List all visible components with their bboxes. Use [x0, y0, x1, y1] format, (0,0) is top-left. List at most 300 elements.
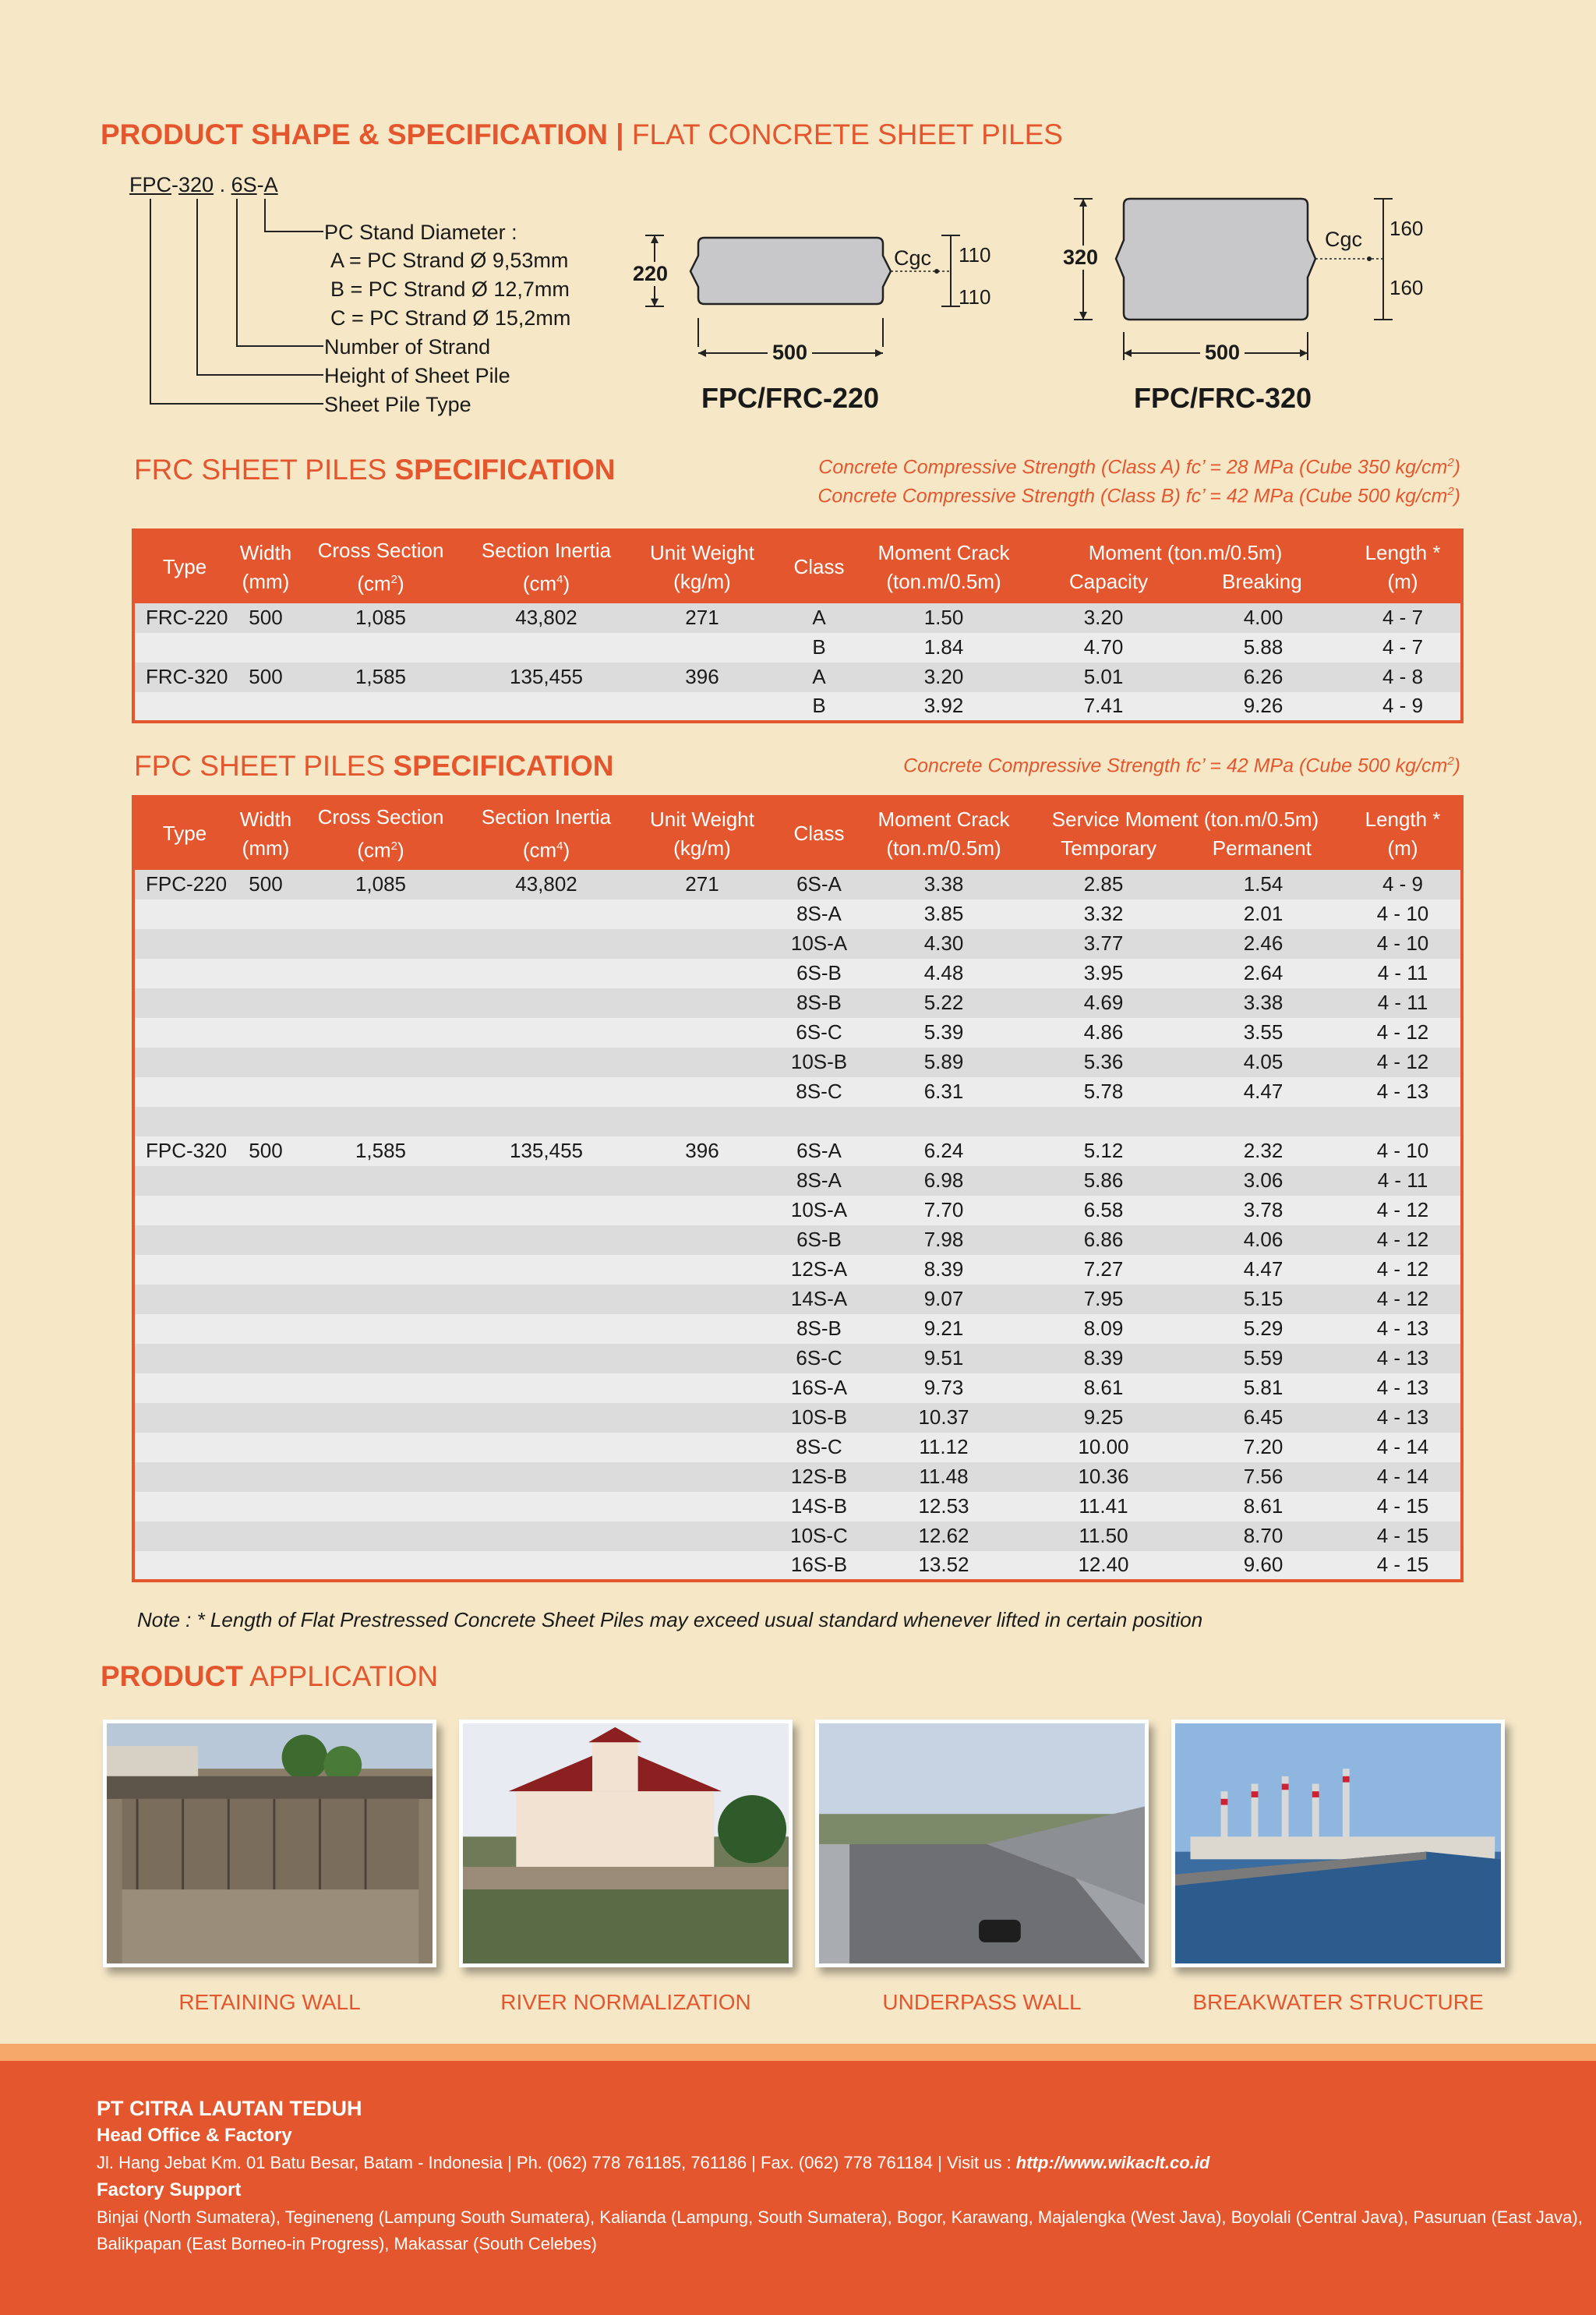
fpc-row: [133, 1462, 1462, 1492]
fpc-cell-type: FPC-320: [133, 1136, 235, 1166]
fpc-cell-cross-section: [297, 1403, 464, 1433]
fpc-cell-unit-weight: [628, 1492, 776, 1522]
fpc-cell-moment-a: 9.25: [1026, 1403, 1181, 1433]
fpc-cell-class: 16S-B: [776, 1551, 862, 1581]
fpc-cell-class: 16S-A: [776, 1373, 862, 1403]
frc-cell-class: B: [776, 692, 862, 722]
col-service-moment: Service Moment (ton.m/0.5m) Temporary Permanent: [1026, 797, 1345, 870]
frc-cell-length: 4 - 9: [1345, 692, 1462, 722]
fpc-cell-type: [133, 1166, 235, 1196]
fpc-cell-moment-a: 5.36: [1026, 1048, 1181, 1077]
fpc-cell-cross-section: 1,585: [297, 1136, 464, 1166]
frc-cell-moment-crack: 1.50: [862, 603, 1026, 633]
factory-support-label: Factory Support: [97, 2179, 242, 2200]
profile-220-height: 220: [633, 262, 669, 285]
fpc-cell-unit-weight: [628, 1107, 776, 1136]
fpc-cell-moment-a: 3.95: [1026, 959, 1181, 988]
fpc-cell-moment-crack: 13.52: [862, 1551, 1026, 1581]
fpc-cell-cross-section: [297, 1018, 464, 1048]
col-unit-weight: Unit Weight (kg/m): [628, 530, 776, 603]
fpc-cell-section-inertia: [464, 1462, 628, 1492]
fpc-cell-moment-a: 5.78: [1026, 1077, 1181, 1107]
fpc-cell-length: 4 - 13: [1345, 1344, 1462, 1373]
fpc-cell-type: [133, 1403, 235, 1433]
fpc-cell-moment-crack: 9.21: [862, 1314, 1026, 1344]
fpc-cell-width: [235, 1403, 297, 1433]
fpc-row: [133, 1048, 1462, 1077]
frc-cell-moment-crack: 1.84: [862, 633, 1026, 663]
col-class: Class: [776, 797, 862, 870]
fpc-cell-moment-crack: 10.37: [862, 1403, 1026, 1433]
col-unit-weight: Unit Weight (kg/m): [628, 797, 776, 870]
fpc-cell-type: [133, 988, 235, 1018]
fpc-cell-type: [133, 1344, 235, 1373]
length-note: Note : * Length of Flat Prestressed Concrete Sheet Piles may exceed usual standard whenever lifted in certain position: [137, 1608, 1203, 1631]
fpc-cell-class: 12S-A: [776, 1255, 862, 1285]
fpc-cell-moment-b: 5.29: [1181, 1314, 1345, 1344]
fpc-cell-moment-crack: 11.12: [862, 1433, 1026, 1462]
frc-header-row: [133, 530, 1462, 603]
fpc-cell-moment-a: 10.36: [1026, 1462, 1181, 1492]
fpc-cell-moment-b: 2.32: [1181, 1136, 1345, 1166]
underpass-wall-photo: [815, 1719, 1149, 1967]
fpc-cell-moment-a: 12.40: [1026, 1551, 1181, 1581]
fpc-cell-moment-a: 7.95: [1026, 1285, 1181, 1314]
frc-cell-type: FRC-220: [133, 603, 235, 633]
fpc-cell-section-inertia: [464, 988, 628, 1018]
fpc-cell-width: [235, 1492, 297, 1522]
fpc-cell-unit-weight: 271: [628, 870, 776, 899]
fpc-cell-unit-weight: [628, 1462, 776, 1492]
frc-cell-class: A: [776, 663, 862, 692]
fpc-cell-width: [235, 1344, 297, 1373]
fpc-cell-length: 4 - 11: [1345, 988, 1462, 1018]
frc-cell-moment-crack: 3.20: [862, 663, 1026, 692]
fpc-cell-unit-weight: [628, 1522, 776, 1551]
fpc-cell-type: [133, 1018, 235, 1048]
frc-cell-class: B: [776, 633, 862, 663]
fpc-cell-moment-a: 3.77: [1026, 929, 1181, 959]
fpc-cell-class: 6S-B: [776, 1225, 862, 1255]
fpc-cell-type: [133, 1077, 235, 1107]
frc-cell-section-inertia: [464, 692, 628, 722]
stand-diameter-label: PC Stand Diameter :: [324, 221, 517, 244]
fpc-cell-moment-b: 7.20: [1181, 1433, 1345, 1462]
strand-b-label: B = PC Strand Ø 12,7mm: [330, 277, 570, 301]
fpc-cell-cross-section: [297, 1166, 464, 1196]
col-width: Width (mm): [235, 797, 297, 870]
fpc-row: [133, 870, 1462, 899]
fpc-cell-moment-b: 2.64: [1181, 959, 1345, 988]
fpc-cell-class: 14S-B: [776, 1492, 862, 1522]
fpc-cell-width: [235, 1255, 297, 1285]
frc-strength-b: Concrete Compressive Strength (Class B) fc’ = 42 MPa (Cube 500 $kg/cm^2$): [817, 485, 1460, 507]
col-class: Class: [776, 530, 862, 603]
fpc-cell-length: 4 - 10: [1345, 1136, 1462, 1166]
fpc-row: [133, 1551, 1462, 1581]
fpc-cell-cross-section: [297, 1225, 464, 1255]
fpc-cell-unit-weight: [628, 1551, 776, 1581]
fpc-cell-length: [1345, 1107, 1462, 1136]
fpc-row: [133, 1255, 1462, 1285]
frc-cell-type: FRC-320: [133, 663, 235, 692]
fpc-cell-type: [133, 1314, 235, 1344]
fpc-cell-moment-crack: 7.70: [862, 1196, 1026, 1225]
fpc-cell-cross-section: [297, 899, 464, 929]
fpc-strength: Concrete Compressive Strength fc’ = 42 MPa (Cube 500 $kg/cm^2$): [903, 755, 1460, 777]
fpc-cell-moment-a: 10.00: [1026, 1433, 1181, 1462]
fpc-cell-moment-b: 4.06: [1181, 1225, 1345, 1255]
fpc-cell-width: [235, 1462, 297, 1492]
fpc-cell-section-inertia: 135,455: [464, 1136, 628, 1166]
fpc-cell-unit-weight: [628, 1373, 776, 1403]
profile-320-width: 500: [1200, 341, 1245, 365]
frc-cell-moment-a: 7.41: [1026, 692, 1181, 722]
fpc-cell-type: [133, 899, 235, 929]
fpc-cell-moment-b: 5.15: [1181, 1285, 1345, 1314]
river-normalization-photo: [459, 1719, 793, 1967]
fpc-cell-class: 14S-A: [776, 1285, 862, 1314]
page-title: PRODUCT SHAPE & SPECIFICATION | FLAT CONCRETE SHEET PILES: [101, 118, 1063, 150]
fpc-cell-unit-weight: [628, 899, 776, 929]
fpc-cell-cross-section: 1,085: [297, 870, 464, 899]
fpc-cell-unit-weight: [628, 1314, 776, 1344]
fpc-cell-cross-section: [297, 1314, 464, 1344]
fpc-cell-cross-section: [297, 1522, 464, 1551]
col-moment: Moment (ton.m/0.5m) Capacity Breaking: [1026, 530, 1345, 603]
fpc-cell-type: [133, 1225, 235, 1255]
fpc-cell-width: [235, 1314, 297, 1344]
frc-row: [133, 603, 1462, 633]
profile-220-width: 500: [768, 341, 812, 365]
fpc-cell-cross-section: [297, 988, 464, 1018]
fpc-cell-width: [235, 1048, 297, 1077]
fpc-cell-moment-b: 3.06: [1181, 1166, 1345, 1196]
frc-cell-moment-crack: 3.92: [862, 692, 1026, 722]
frc-cell-moment-b: 4.00: [1181, 603, 1345, 633]
frc-row: [133, 663, 1462, 692]
col-type: Type: [133, 797, 235, 870]
fpc-cell-moment-crack: 9.73: [862, 1373, 1026, 1403]
fpc-cell-type: [133, 1492, 235, 1522]
fpc-row: [133, 1433, 1462, 1462]
fpc-cell-length: 4 - 15: [1345, 1551, 1462, 1581]
profile-320-height: 320: [1063, 246, 1099, 269]
col-section-inertia: Section Inertia $(cm^4)$: [464, 530, 628, 603]
fpc-cell-length: 4 - 15: [1345, 1492, 1462, 1522]
fpc-cell-moment-b: 1.54: [1181, 870, 1345, 899]
fpc-cell-type: [133, 929, 235, 959]
fpc-cell-class: 6S-C: [776, 1018, 862, 1048]
fpc-cell-cross-section: [297, 1285, 464, 1314]
fpc-cell-length: 4 - 15: [1345, 1522, 1462, 1551]
fpc-cell-moment-b: 5.59: [1181, 1344, 1345, 1373]
fpc-cell-width: [235, 959, 297, 988]
fpc-row: [133, 959, 1462, 988]
fpc-cell-section-inertia: [464, 1433, 628, 1462]
fpc-section-title: FPC SHEET PILES SPECIFICATION: [134, 750, 614, 782]
frc-cell-width: 500: [235, 603, 297, 633]
fpc-row: [133, 988, 1462, 1018]
legend-connector: [150, 199, 323, 405]
fpc-cell-moment-b: 2.01: [1181, 899, 1345, 929]
frc-cell-width: [235, 692, 297, 722]
fpc-cell-moment-crack: 6.24: [862, 1136, 1026, 1166]
fpc-cell-moment-a: 11.50: [1026, 1522, 1181, 1551]
fpc-cell-unit-weight: 396: [628, 1136, 776, 1166]
profile-220-half-bottom: 110: [959, 285, 991, 309]
fpc-cell-moment-crack: 6.98: [862, 1166, 1026, 1196]
footer-band: [0, 2044, 1596, 2061]
fpc-cell-moment-crack: 5.89: [862, 1048, 1026, 1077]
fpc-cell-section-inertia: [464, 959, 628, 988]
fpc-cell-length: 4 - 14: [1345, 1462, 1462, 1492]
frc-cell-length: 4 - 7: [1345, 603, 1462, 633]
fpc-cell-type: [133, 1285, 235, 1314]
col-section-inertia: Section Inertia $(cm^4)$: [464, 797, 628, 870]
fpc-cell-moment-b: 9.60: [1181, 1551, 1345, 1581]
fpc-cell-moment-crack: 12.53: [862, 1492, 1026, 1522]
fpc-cell-cross-section: [297, 1373, 464, 1403]
fpc-cell-moment-crack: 5.22: [862, 988, 1026, 1018]
height-label: Height of Sheet Pile: [324, 364, 510, 387]
fpc-cell-moment-crack: 9.51: [862, 1344, 1026, 1373]
fpc-cell-section-inertia: [464, 1196, 628, 1225]
fpc-cell-moment-a: [1026, 1107, 1181, 1136]
frc-cell-cross-section: [297, 692, 464, 722]
fpc-cell-moment-a: 6.86: [1026, 1225, 1181, 1255]
frc-cell-moment-a: 4.70: [1026, 633, 1181, 663]
fpc-cell-moment-b: 2.46: [1181, 929, 1345, 959]
fpc-cell-type: FPC-220: [133, 870, 235, 899]
frc-cell-section-inertia: 43,802: [464, 603, 628, 633]
fpc-cell-moment-a: 4.69: [1026, 988, 1181, 1018]
frc-cell-cross-section: 1,085: [297, 603, 464, 633]
fpc-cell-section-inertia: [464, 1403, 628, 1433]
profile-220-half-top: 110: [959, 243, 991, 267]
frc-cell-unit-weight: [628, 633, 776, 663]
fpc-cell-length: 4 - 12: [1345, 1225, 1462, 1255]
fpc-cell-length: 4 - 13: [1345, 1314, 1462, 1344]
frc-cell-cross-section: [297, 633, 464, 663]
strand-c-label: C = PC Strand Ø 15,2mm: [330, 306, 571, 330]
fpc-cell-width: [235, 1225, 297, 1255]
fpc-cell-unit-weight: [628, 959, 776, 988]
fpc-cell-moment-b: 8.70: [1181, 1522, 1345, 1551]
fpc-cell-width: [235, 1077, 297, 1107]
frc-cell-type: [133, 692, 235, 722]
fpc-cell-moment-a: 6.58: [1026, 1196, 1181, 1225]
fpc-cell-section-inertia: [464, 1166, 628, 1196]
fpc-row: [133, 1018, 1462, 1048]
fpc-cell-unit-weight: [628, 1255, 776, 1285]
fpc-cell-section-inertia: [464, 1048, 628, 1077]
fpc-cell-cross-section: [297, 1255, 464, 1285]
fpc-cell-moment-b: 6.45: [1181, 1403, 1345, 1433]
fpc-cell-class: 8S-B: [776, 1314, 862, 1344]
fpc-cell-moment-a: 11.41: [1026, 1492, 1181, 1522]
website-link[interactable]: http://www.wikaclt.co.id: [1015, 2153, 1210, 2172]
fpc-cell-class: 6S-C: [776, 1344, 862, 1373]
fpc-cell-length: 4 - 13: [1345, 1403, 1462, 1433]
fpc-cell-moment-b: 3.78: [1181, 1196, 1345, 1225]
fpc-cell-unit-weight: [628, 929, 776, 959]
fpc-row: [133, 1196, 1462, 1225]
fpc-cell-moment-b: 3.55: [1181, 1018, 1345, 1048]
fpc-row: [133, 929, 1462, 959]
fpc-header-row: [133, 797, 1462, 870]
fpc-cell-section-inertia: [464, 1344, 628, 1373]
profile-320-half-top: 160: [1389, 217, 1424, 240]
frc-cell-moment-a: 5.01: [1026, 663, 1181, 692]
address: Jl. Hang Jebat Km. 01 Batu Besar, Batam - Indonesia | Ph. (062) 778 761185, 761186 | Fax. (062) 778 761184 | Visit us : http://www.wikaclt.co.id: [97, 2153, 1210, 2172]
frc-cell-width: 500: [235, 663, 297, 692]
caption-underpass-wall: UNDERPASS WALL: [882, 1990, 1082, 2014]
fpc-cell-cross-section: [297, 1551, 464, 1581]
fpc-row: [133, 1492, 1462, 1522]
number-of-strand-label: Number of Strand: [324, 335, 491, 359]
fpc-cell-section-inertia: [464, 1285, 628, 1314]
frc-cell-unit-weight: 271: [628, 603, 776, 633]
fpc-cell-cross-section: [297, 929, 464, 959]
fpc-cell-class: 10S-A: [776, 1196, 862, 1225]
fpc-cell-class: [776, 1107, 862, 1136]
col-type: Type: [133, 530, 235, 603]
col-cross-section: Cross Section $(cm^2)$: [297, 797, 464, 870]
fpc-cell-width: [235, 1285, 297, 1314]
fpc-cell-moment-b: 7.56: [1181, 1462, 1345, 1492]
fpc-cell-cross-section: [297, 1433, 464, 1462]
fpc-cell-length: 4 - 11: [1345, 1166, 1462, 1196]
fpc-cell-section-inertia: [464, 1107, 628, 1136]
breakwater-structure-photo: [1171, 1719, 1505, 1967]
fpc-cell-class: 8S-B: [776, 988, 862, 1018]
fpc-cell-type: [133, 1433, 235, 1462]
fpc-cell-length: 4 - 9: [1345, 870, 1462, 899]
fpc-cell-moment-crack: 9.07: [862, 1285, 1026, 1314]
caption-retaining-wall: RETAINING WALL: [178, 1990, 361, 2014]
fpc-cell-length: 4 - 12: [1345, 1285, 1462, 1314]
fpc-cell-moment-b: 8.61: [1181, 1492, 1345, 1522]
product-code: FPC-320 . 6S-A: [129, 173, 278, 196]
fpc-cell-cross-section: [297, 1492, 464, 1522]
fpc-cell-unit-weight: [628, 1077, 776, 1107]
frc-row: [133, 633, 1462, 663]
fpc-row: [133, 1344, 1462, 1373]
fpc-cell-width: [235, 1433, 297, 1462]
fpc-cell-unit-weight: [628, 1196, 776, 1225]
fpc-cell-class: 10S-B: [776, 1048, 862, 1077]
fpc-cell-length: 4 - 12: [1345, 1018, 1462, 1048]
fpc-cell-type: [133, 1551, 235, 1581]
fpc-cell-length: 4 - 13: [1345, 1373, 1462, 1403]
fpc-cell-moment-b: 4.47: [1181, 1255, 1345, 1285]
fpc-cell-cross-section: [297, 1077, 464, 1107]
frc-strength-a: Concrete Compressive Strength (Class A) fc’ = 28 MPa (Cube 350 $kg/cm^2$): [818, 456, 1460, 479]
fpc-cell-class: 12S-B: [776, 1462, 862, 1492]
fpc-cell-section-inertia: [464, 1551, 628, 1581]
fpc-cell-cross-section: [297, 1196, 464, 1225]
frc-spec-table: [132, 528, 1464, 723]
strand-a-label: A = PC Strand Ø 9,53mm: [330, 249, 569, 272]
fpc-cell-moment-a: 3.32: [1026, 899, 1181, 929]
fpc-cell-cross-section: [297, 1048, 464, 1077]
frc-cell-moment-b: 6.26: [1181, 663, 1345, 692]
head-office-label: Head Office & Factory: [97, 2125, 292, 2146]
frc-cell-class: A: [776, 603, 862, 633]
fpc-cell-section-inertia: [464, 899, 628, 929]
fpc-cell-width: [235, 899, 297, 929]
fpc-cell-type: [133, 1048, 235, 1077]
fpc-cell-class: 6S-A: [776, 870, 862, 899]
fpc-cell-length: 4 - 11: [1345, 959, 1462, 988]
fpc-cell-section-inertia: [464, 1018, 628, 1048]
fpc-cell-type: [133, 1462, 235, 1492]
fpc-cell-moment-crack: 5.39: [862, 1018, 1026, 1048]
caption-breakwater-structure: BREAKWATER STRUCTURE: [1192, 1990, 1484, 2014]
fpc-cell-type: [133, 1196, 235, 1225]
fpc-cell-width: 500: [235, 1136, 297, 1166]
fpc-cell-width: [235, 1373, 297, 1403]
fpc-cell-section-inertia: [464, 1077, 628, 1107]
fpc-cell-section-inertia: 43,802: [464, 870, 628, 899]
fpc-cell-type: [133, 959, 235, 988]
fpc-cell-length: 4 - 12: [1345, 1255, 1462, 1285]
fpc-cell-moment-crack: 4.30: [862, 929, 1026, 959]
frc-cell-width: [235, 633, 297, 663]
fpc-cell-moment-a: 8.09: [1026, 1314, 1181, 1344]
frc-section-title: FRC SHEET PILES SPECIFICATION: [134, 454, 616, 486]
frc-cell-section-inertia: [464, 633, 628, 663]
fpc-cell-moment-crack: 12.62: [862, 1522, 1026, 1551]
fpc-cell-class: 10S-C: [776, 1522, 862, 1551]
footer: [0, 2061, 1596, 2315]
fpc-cell-moment-b: 4.05: [1181, 1048, 1345, 1077]
fpc-cell-type: [133, 1255, 235, 1285]
fpc-cell-cross-section: [297, 1107, 464, 1136]
fpc-cell-moment-b: 5.81: [1181, 1373, 1345, 1403]
type-label: Sheet Pile Type: [324, 393, 471, 416]
col-cross-section: Cross Section $(cm^2)$: [297, 530, 464, 603]
fpc-row: [133, 1107, 1462, 1136]
factory-support-line-2: Balikpapan (East Borneo-in Progress), Makassar (South Celebes): [97, 2234, 597, 2253]
fpc-cell-moment-a: 4.86: [1026, 1018, 1181, 1048]
fpc-cell-width: [235, 929, 297, 959]
frc-cell-type: [133, 633, 235, 663]
fpc-cell-moment-b: 4.47: [1181, 1077, 1345, 1107]
fpc-cell-unit-weight: [628, 1018, 776, 1048]
col-moment-crack: Moment Crack (ton.m/0.5m): [862, 797, 1026, 870]
fpc-cell-unit-weight: [628, 1403, 776, 1433]
fpc-cell-moment-a: 5.86: [1026, 1166, 1181, 1196]
frc-cell-unit-weight: 396: [628, 663, 776, 692]
fpc-cell-width: [235, 1107, 297, 1136]
fpc-cell-width: [235, 988, 297, 1018]
fpc-cell-length: 4 - 10: [1345, 899, 1462, 929]
fpc-cell-section-inertia: [464, 1492, 628, 1522]
col-width: Width (mm): [235, 530, 297, 603]
frc-cell-length: 4 - 7: [1345, 633, 1462, 663]
fpc-row: [133, 1136, 1462, 1166]
fpc-cell-moment-a: 8.61: [1026, 1373, 1181, 1403]
fpc-cell-cross-section: [297, 959, 464, 988]
company-name: PT CITRA LAUTAN TEDUH: [97, 2097, 362, 2120]
col-moment-crack: Moment Crack (ton.m/0.5m): [862, 530, 1026, 603]
fpc-cell-section-inertia: [464, 1225, 628, 1255]
fpc-cell-moment-b: [1181, 1107, 1345, 1136]
fpc-cell-length: 4 - 10: [1345, 929, 1462, 959]
frc-cell-moment-b: 9.26: [1181, 692, 1345, 722]
